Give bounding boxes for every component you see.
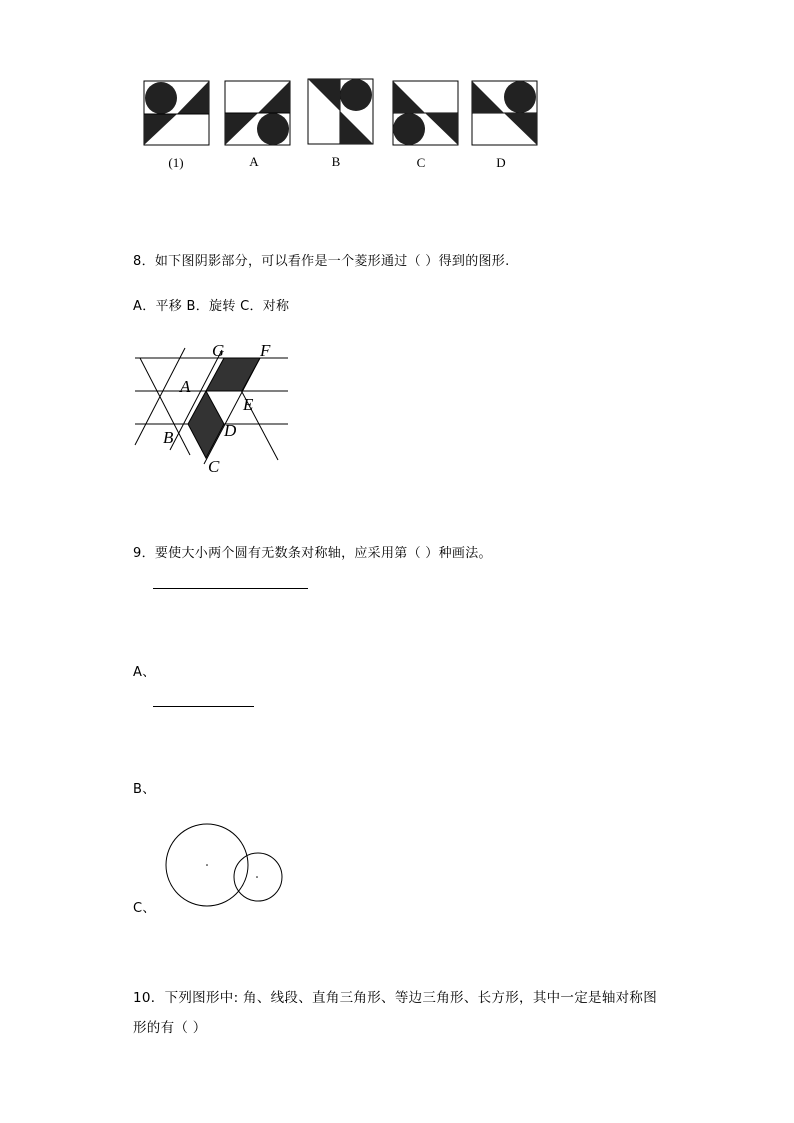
figure-label-d: D bbox=[496, 155, 506, 170]
q8-rhombus-figure bbox=[130, 340, 300, 480]
q9-option-b[interactable]: B、 bbox=[133, 782, 156, 797]
question-10-stem-line2: 形的有（ ） bbox=[133, 1020, 207, 1036]
question-8-options: A．平移 B．旋转 C．对称 bbox=[133, 299, 290, 314]
figure-a bbox=[225, 81, 290, 145]
q9-option-c[interactable]: C、 bbox=[133, 901, 156, 916]
figure-label-1: (1) bbox=[168, 155, 184, 170]
figure-c bbox=[393, 81, 458, 145]
figure-label-a: A bbox=[249, 154, 259, 169]
question-10-stem-line1: 10．下列图形中: 角、线段、直角三角形、等边三角形、长方形，其中一定是轴对称图 bbox=[133, 990, 658, 1006]
point-d: D bbox=[224, 421, 237, 440]
point-c: C bbox=[208, 457, 220, 476]
q9-option-a[interactable]: A、 bbox=[133, 665, 156, 680]
question-8-stem: 8．如下图阴影部分，可以看作是一个菱形通过（ ）得到的图形. bbox=[133, 254, 510, 269]
point-b: B bbox=[163, 428, 174, 447]
figure-d bbox=[472, 81, 537, 145]
point-e: E bbox=[243, 395, 254, 414]
figure-label-b: B bbox=[331, 154, 341, 169]
point-g: G bbox=[212, 341, 225, 360]
figure-label-c: C bbox=[416, 155, 426, 170]
q9-circles-figure bbox=[160, 820, 290, 910]
q9-drawing-line-long bbox=[153, 588, 308, 589]
point-a: A bbox=[180, 377, 191, 396]
q7-figure-row bbox=[140, 78, 540, 150]
q9-drawing-line-short bbox=[153, 706, 254, 707]
figure-b bbox=[308, 79, 373, 144]
question-9-stem: 9．要使大小两个圆有无数条对称轴，应采用第（ ）种画法。 bbox=[133, 546, 492, 561]
figure-1 bbox=[144, 81, 209, 145]
point-f: F bbox=[260, 341, 271, 360]
